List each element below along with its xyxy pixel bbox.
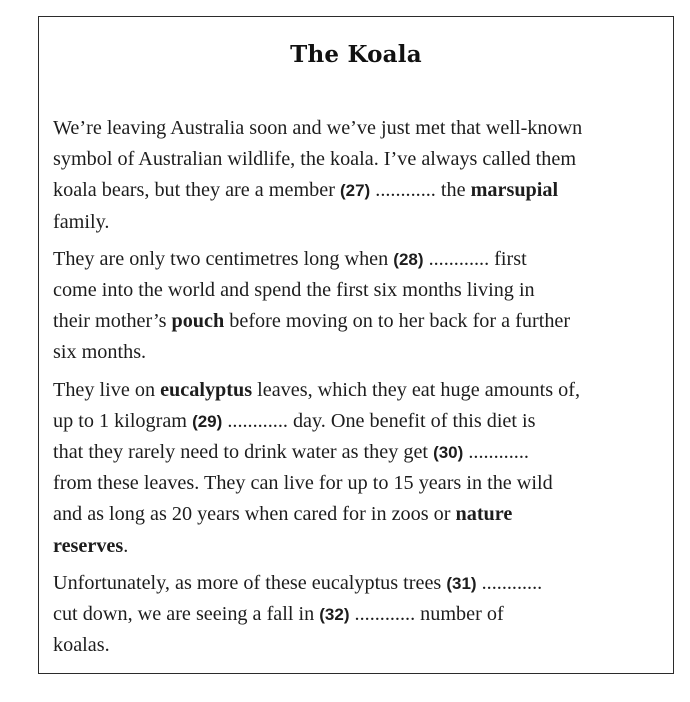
text-segment: ............ the xyxy=(370,179,471,202)
text-line xyxy=(53,568,673,599)
gap-number: (29) xyxy=(192,411,223,431)
text-line xyxy=(53,113,673,144)
paragraph-1 xyxy=(53,113,673,238)
text-segment: They are only two centimetres long when xyxy=(53,247,394,270)
gap-number: (31) xyxy=(446,573,477,593)
text-segment: ............ day. One benefit of this diet is xyxy=(222,409,536,432)
text-line xyxy=(53,207,673,238)
text-segment: koala bears, but they are a member xyxy=(53,179,340,202)
article-body xyxy=(53,113,673,667)
keyword: pouch xyxy=(171,310,225,333)
text-line xyxy=(53,306,673,337)
text-segment: ............ xyxy=(476,571,543,594)
text-segment: They live on xyxy=(53,378,161,401)
text-segment: Unfortunately, as more of these eucalyptus trees xyxy=(53,571,447,594)
gap-number: (30) xyxy=(433,443,464,463)
text-segment: We’re leaving Australia soon and we’ve just met that well-known xyxy=(53,117,583,139)
text-line xyxy=(53,437,673,468)
text-segment: before moving on to her back for a further xyxy=(224,310,571,333)
text-segment: leaves, which they eat huge amounts of, xyxy=(252,378,581,401)
text-segment: come into the world and spend the first six months living in xyxy=(53,279,535,302)
text-line xyxy=(53,275,673,306)
text-line xyxy=(53,144,673,175)
text-segment: ............ first xyxy=(423,247,527,270)
text-line xyxy=(53,406,673,437)
text-segment: koalas. xyxy=(53,634,110,657)
gap-number: (32) xyxy=(319,605,350,625)
keyword: marsupial xyxy=(470,179,559,202)
text-segment: up to 1 kilogram xyxy=(53,409,193,432)
text-line xyxy=(53,375,673,406)
gap-number: (28) xyxy=(393,249,424,269)
keyword: eucalyptus xyxy=(160,378,253,401)
text-box-frame xyxy=(38,16,674,674)
text-segment: . xyxy=(123,534,129,557)
text-segment: ............ xyxy=(463,441,529,464)
text-line xyxy=(53,175,673,206)
paragraph-4 xyxy=(53,568,673,662)
text-segment: that they rarely need to drink water as they get xyxy=(53,441,434,464)
text-segment: and as long as 20 years when cared for in zoos or xyxy=(53,503,456,526)
text-segment: family. xyxy=(53,210,110,233)
page-title: The Koala xyxy=(290,41,422,68)
text-segment: cut down, we are seeing a fall in xyxy=(53,603,320,626)
text-segment: from these leaves. They can live for up to 15 years in the wild xyxy=(53,472,553,495)
text-line xyxy=(53,499,673,530)
text-segment: six months. xyxy=(53,341,147,364)
text-segment: their mother’s xyxy=(53,310,172,333)
gap-number: (27) xyxy=(339,181,371,201)
text-line xyxy=(53,630,673,661)
text-line xyxy=(53,468,673,499)
keyword: nature xyxy=(455,503,513,526)
text-segment: symbol of Australian wildlife, the koala. I’ve always called them xyxy=(53,148,577,171)
text-segment: ............ number of xyxy=(349,603,504,626)
keyword: reserves xyxy=(53,534,124,557)
text-line xyxy=(53,244,673,275)
text-line xyxy=(53,337,673,368)
text-line xyxy=(53,531,673,562)
paragraph-3 xyxy=(53,375,673,562)
paragraph-2 xyxy=(53,244,673,369)
text-line xyxy=(53,599,673,630)
